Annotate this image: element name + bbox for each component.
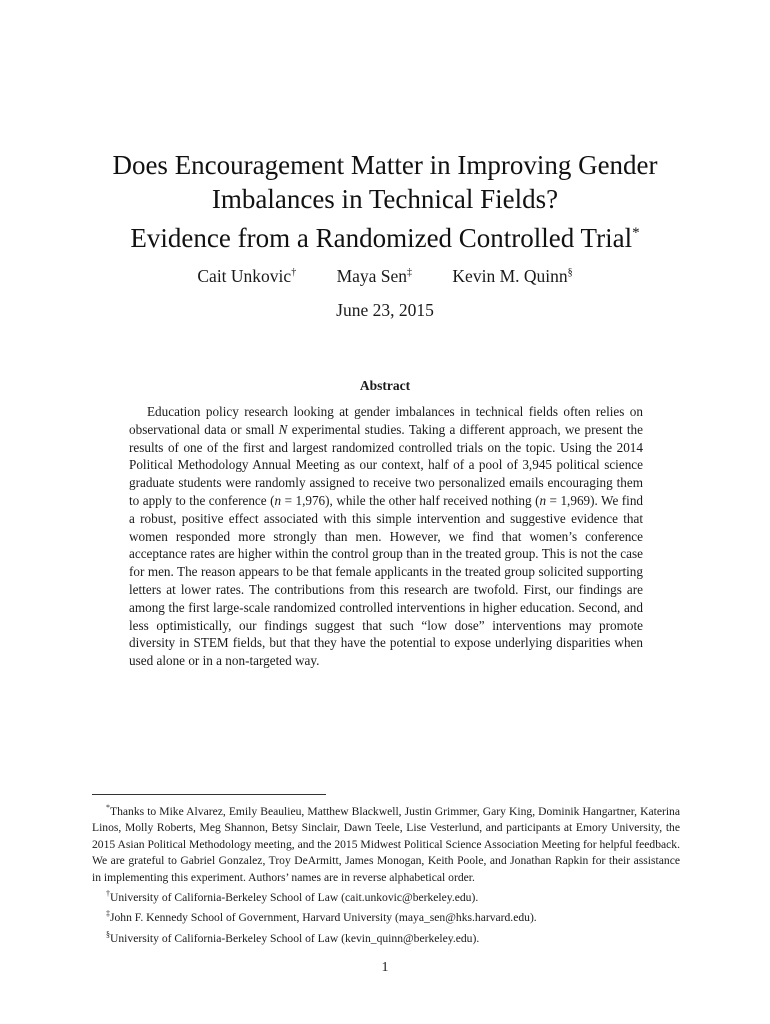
footnote-affiliation-2-mark: ‡ bbox=[106, 909, 110, 919]
title-line-3 bbox=[60, 216, 710, 255]
abstract-part-4: ). We find a robust, positive effect associated with this simple intervention and suggestive evidence that women responded more strongly than men. However, we find that women’s conference acceptance rates are higher within the control group than in the treated group. This is not the case for men. The reason appears to be that female applicants in the treated group solicited supporting letters at lower rates. The contributions from this research are twofold. First, our findings are among the first large-scale randomized controlled interventions in higher education. Second, and less optimistically, our findings suggest that such “low dose” interventions may promote diversity in STEM fields, but that they have the potential to expose underlying disparities when used alone or in a non-targeted way. bbox=[129, 492, 644, 669]
publication-date: June 23, 2015 bbox=[336, 300, 434, 320]
footnote-acknowledgments-mark: * bbox=[106, 803, 110, 812]
footnote-affiliation-3 bbox=[92, 927, 680, 947]
abstract-math-N: N bbox=[278, 421, 288, 437]
footnote-affiliation-3-mark: § bbox=[106, 929, 110, 939]
footnote-affiliation-2-text: John F. Kennedy School of Government, Harvard University (maya_sen@hks.harvard.edu). bbox=[110, 911, 537, 925]
author-2-name: Maya Sen bbox=[336, 266, 408, 286]
footnote-acknowledgments-text: Thanks to Mike Alvarez, Emily Beaulieu, Matthew Blackwell, Justin Grimmer, Gary King, Dominik Hangartner, Katerina Linos, Molly Roberts, Meg Shannon, Betsy Sinclair, Dawn Teele, Lise Vesterlund, and participants at Emory University, the 2015 Asian Political Methodology meeting, and the 2015 Midwest Political Science Association Meeting for helpful feedback. We are grateful to Gabriel Gonzalez, Troy DeArmitt, James Monogan, Keith Poole, and Jonathan Rapkin for their assistance in implementing this experiment. Authors’ names are in reverse alphabetical order. bbox=[92, 805, 680, 884]
page-number: 1 bbox=[381, 960, 389, 975]
author-3 bbox=[452, 262, 572, 287]
author-1-mark: † bbox=[291, 267, 297, 278]
author-2-mark: ‡ bbox=[407, 267, 413, 278]
author-1 bbox=[197, 262, 296, 287]
author-list bbox=[0, 262, 770, 287]
author-2 bbox=[337, 262, 412, 287]
footnote-affiliation-1-mark: † bbox=[106, 889, 110, 899]
footnote-acknowledgments bbox=[92, 800, 680, 886]
abstract-math-n-control-var: n bbox=[539, 492, 547, 508]
title-footnote-mark: * bbox=[632, 225, 640, 241]
author-1-name: Cait Unkovic bbox=[197, 266, 292, 286]
title-line-3-text: Evidence from a Randomized Controlled Trial bbox=[130, 223, 633, 253]
abstract-n-control: = 1,969 bbox=[546, 492, 591, 508]
abstract-part-2: experimental studies. Taking a different approach, we present the results of one of the first and largest randomized controlled trials on the topic. Using the 2014 Political Methodology Annual Meeting as our context, half of a pool of 3,945 political science graduate students were randomly assigned to receive two personalized emails encouraging them to apply to the conference ( bbox=[129, 421, 643, 508]
footnote-divider bbox=[92, 794, 326, 795]
footnote-affiliation-3-text: University of California-Berkeley School of Law (kevin_quinn@berkeley.edu). bbox=[110, 931, 480, 945]
abstract-heading: Abstract bbox=[359, 378, 411, 393]
title-line-2: Imbalances in Technical Fields? bbox=[211, 184, 559, 214]
title-line-1: Does Encouragement Matter in Improving Gender bbox=[112, 150, 658, 180]
abstract-part-1: Education policy research looking at gender imbalances in technical fields often relies on observational data or small bbox=[129, 404, 643, 437]
footnote-affiliation-2 bbox=[92, 906, 680, 926]
abstract-n-treated: = 1,976 bbox=[281, 492, 326, 508]
abstract-text bbox=[129, 403, 643, 670]
author-3-name: Kevin M. Quinn bbox=[452, 266, 568, 286]
abstract-part-3: ), while the other half received nothing ( bbox=[325, 492, 540, 508]
paper-title bbox=[60, 148, 710, 255]
footnote-affiliation-1-text: University of California-Berkeley School of Law (cait.unkovic@berkeley.edu). bbox=[110, 891, 479, 905]
abstract-math-n-treated-var: n bbox=[274, 492, 282, 508]
footnote-affiliation-1 bbox=[92, 886, 680, 906]
footnotes bbox=[92, 800, 680, 947]
author-3-mark: § bbox=[567, 267, 573, 278]
